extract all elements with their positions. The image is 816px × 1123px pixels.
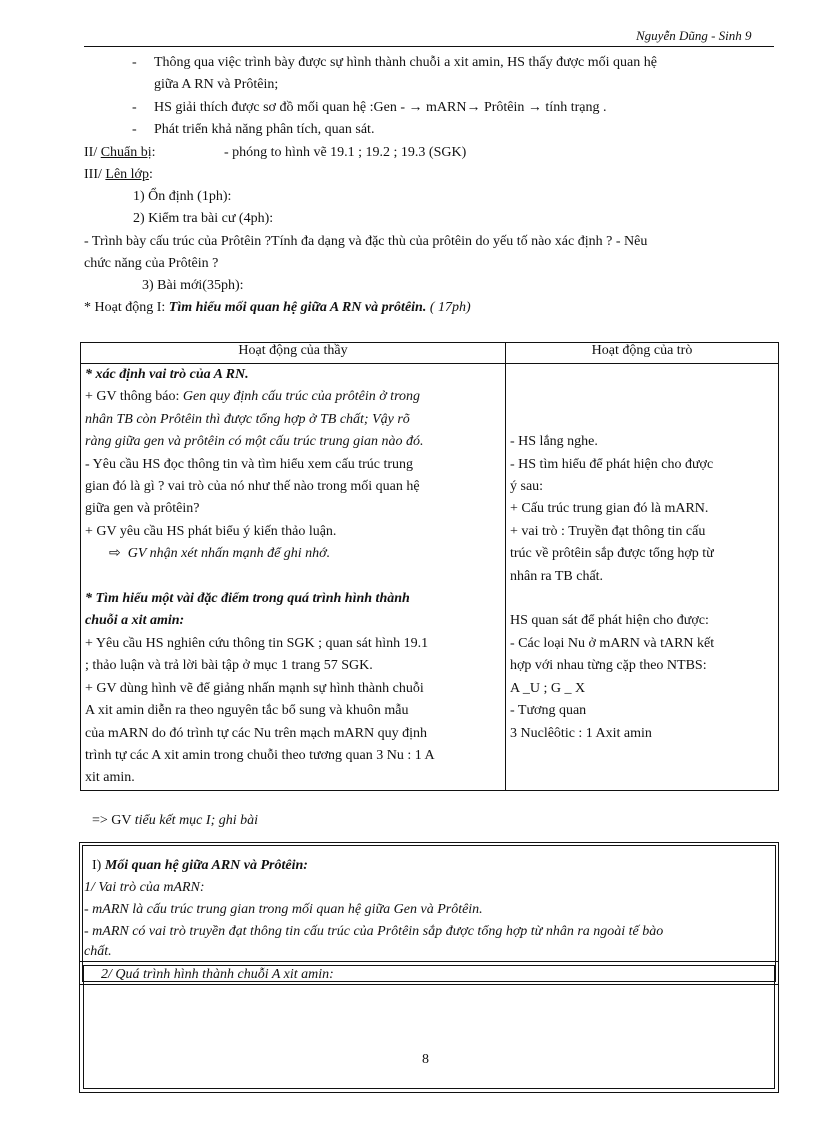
arrow-icon: ⇨ bbox=[109, 546, 121, 562]
student-line: + Cấu trúc trung gian đó là mARN. bbox=[510, 501, 709, 517]
teacher-line: + Yêu cầu HS nghiên cứu thông tin SGK ; quan sát hình 19.1 bbox=[85, 635, 429, 651]
teacher-line: + GV dùng hình vẽ để giảng nhấn mạnh sự hình thành chuỗi bbox=[85, 680, 424, 696]
teacher-line: ; thảo luận và trả lời bài tập ở mục 1 trang 57 SGK. bbox=[85, 658, 373, 674]
activity-table bbox=[80, 342, 779, 791]
section-lesson bbox=[84, 167, 153, 183]
objective-1-cont: giữa A RN và Prôtêin; bbox=[154, 77, 279, 92]
teacher-line: + GV yêu cầu HS phát biểu ý kiến thảo luận. bbox=[85, 523, 337, 539]
page-header: Nguyễn Dũng - Sinh 9 bbox=[636, 28, 752, 43]
objective-2: HS giải thích được sơ đồ mối quan hệ :Gen - → mARN→ Prôtêin → tính trạng . bbox=[154, 100, 607, 115]
teacher-heading: * xác định vai trò của A RN. bbox=[85, 367, 249, 382]
notes-line: chất. bbox=[84, 944, 112, 959]
notes-title-prefix: I) bbox=[92, 858, 105, 873]
activity-title: Tìm hiểu mối quan hệ giữa A RN và prôtêin. bbox=[168, 300, 427, 315]
student-line: nhân ra TB chất. bbox=[510, 568, 604, 584]
conclusion-text: tiểu kết mục I; ghi bài bbox=[134, 813, 259, 828]
bullet-dash: - bbox=[132, 122, 137, 137]
preparation-content: - phóng to hình vẽ 19.1 ; 19.2 ; 19.3 (SGK) bbox=[224, 145, 467, 160]
objective-3: Phát triển khả năng phân tích, quan sát. bbox=[154, 122, 375, 137]
spacer bbox=[510, 364, 774, 386]
teacher-line: nhân TB còn Prôtêin thì được tổng hợp ở TB chất; Vậy rõ bbox=[85, 411, 410, 427]
spacer bbox=[510, 386, 774, 408]
step-1: 1) Ổn định (1ph): bbox=[133, 189, 232, 204]
section-preparation bbox=[84, 145, 156, 161]
notes-subheading: 1/ Vai trò của mARN: bbox=[84, 880, 205, 895]
student-cell bbox=[506, 364, 779, 791]
step-2: 2) Kiểm tra bài cư (4ph): bbox=[133, 211, 274, 226]
teacher-text-italic: GV nhận xét nhấn mạnh để ghi nhớ. bbox=[127, 546, 331, 562]
student-line: 3 Nuclêôtic : 1 Axit amin bbox=[510, 725, 652, 741]
teacher-line: giữa gen và prôtêin? bbox=[85, 501, 200, 517]
student-line: - Các loại Nu ở mARN và tARN kết bbox=[510, 635, 715, 651]
student-line: hợp với nhau từng cặp theo NTBS: bbox=[510, 658, 707, 674]
bullet-dash: - bbox=[132, 100, 137, 115]
notes-box2-inner bbox=[83, 965, 775, 1089]
table-header-row bbox=[81, 343, 779, 364]
notes-title bbox=[92, 858, 308, 874]
notes-line: - mARN là cấu trúc trung gian trong mối quan hệ giữa Gen và Prôtêin. bbox=[84, 902, 483, 917]
teacher-line: của mARN do đó trình tự các Nu trên mạch mARN quy định bbox=[85, 725, 427, 741]
spacer bbox=[510, 588, 774, 610]
section-title: Chuẩn bị bbox=[100, 145, 152, 160]
activity-heading bbox=[84, 300, 471, 316]
table-row bbox=[81, 364, 779, 791]
conclusion-prefix: => GV bbox=[92, 813, 135, 828]
student-line: - Tương quan bbox=[510, 703, 587, 719]
review-question-cont: chức năng của Prôtêin ? bbox=[84, 256, 219, 271]
conclusion-line bbox=[92, 813, 258, 829]
teacher-line: gian đó là gì ? vai trò của nó như thế nào trong mối quan hệ bbox=[85, 479, 420, 495]
spacer bbox=[85, 566, 501, 588]
header-rule bbox=[84, 46, 774, 47]
student-column-header: Hoạt động của trò bbox=[506, 343, 779, 364]
page-number: 8 bbox=[422, 1052, 429, 1067]
teacher-text-italic: Gen quy định cấu trúc của prôtêin ở trong bbox=[182, 389, 420, 405]
teacher-text: + GV thông báo: bbox=[85, 389, 183, 405]
teacher-cell bbox=[81, 364, 506, 791]
teacher-heading: chuỗi a xit amin: bbox=[85, 613, 185, 629]
teacher-line: A xit amin diễn ra theo nguyên tắc bổ sung và khuôn mẫu bbox=[85, 703, 409, 719]
objective-1: Thông qua việc trình bày được sự hình thành chuỗi a xit amin, HS thấy được mối quan hệ bbox=[154, 55, 657, 70]
teacher-heading: * Tìm hiểu một vài đặc điểm trong quá trình hình thành bbox=[85, 591, 410, 607]
section-colon: : bbox=[148, 167, 153, 182]
notes-subheading: 2/ Quá trình hình thành chuỗi A xit amin: bbox=[101, 967, 334, 982]
activity-time: ( 17ph) bbox=[426, 300, 471, 315]
review-question: - Trình bày cấu trúc của Prôtêin ?Tính đa dạng và đặc thù của prôtêin do yếu tố nào xác định ? - Nêu bbox=[84, 234, 648, 249]
section-prefix: II/ bbox=[84, 145, 101, 160]
student-line: A _U ; G _ X bbox=[510, 680, 586, 696]
student-line: + vai trò : Truyền đạt thông tin cấu bbox=[510, 523, 706, 539]
teacher-line bbox=[85, 386, 501, 408]
section-title: Lên lớp bbox=[105, 167, 149, 182]
student-line: - HS lắng nghe. bbox=[510, 434, 598, 450]
student-line: - HS tìm hiểu để phát hiện cho được bbox=[510, 456, 714, 472]
spacer bbox=[510, 409, 774, 431]
teacher-line bbox=[85, 543, 501, 565]
bullet-dash: - bbox=[132, 55, 137, 70]
student-line: HS quan sát để phát hiện cho được: bbox=[510, 613, 709, 629]
teacher-line: ràng giữa gen và prôtêin có một cấu trúc trung gian nào đó. bbox=[85, 434, 424, 450]
student-line: trúc về prôtêin sắp được tổng hợp từ bbox=[510, 546, 714, 562]
teacher-column-header: Hoạt động của thầy bbox=[81, 343, 506, 364]
notes-line: - mARN có vai trò truyền đạt thông tin cấu trúc của Prôtêin sắp được tổng hợp từ nhân ra ngoài tế bào bbox=[84, 924, 664, 939]
section-colon: : bbox=[151, 145, 156, 160]
teacher-line: xit amin. bbox=[85, 770, 135, 786]
teacher-line: trình tự các A xit amin trong chuỗi theo tương quan 3 Nu : 1 A bbox=[85, 747, 435, 763]
student-line: ý sau: bbox=[510, 479, 544, 495]
activity-label: * Hoạt động I: bbox=[84, 300, 169, 315]
teacher-line: - Yêu cầu HS đọc thông tin và tìm hiểu xem cấu trúc trung bbox=[85, 456, 414, 472]
section-prefix: III/ bbox=[84, 167, 106, 182]
notes-title-text: Mối quan hệ giữa ARN và Prôtêin: bbox=[104, 858, 308, 873]
step-3: 3) Bài mới(35ph): bbox=[142, 278, 244, 293]
